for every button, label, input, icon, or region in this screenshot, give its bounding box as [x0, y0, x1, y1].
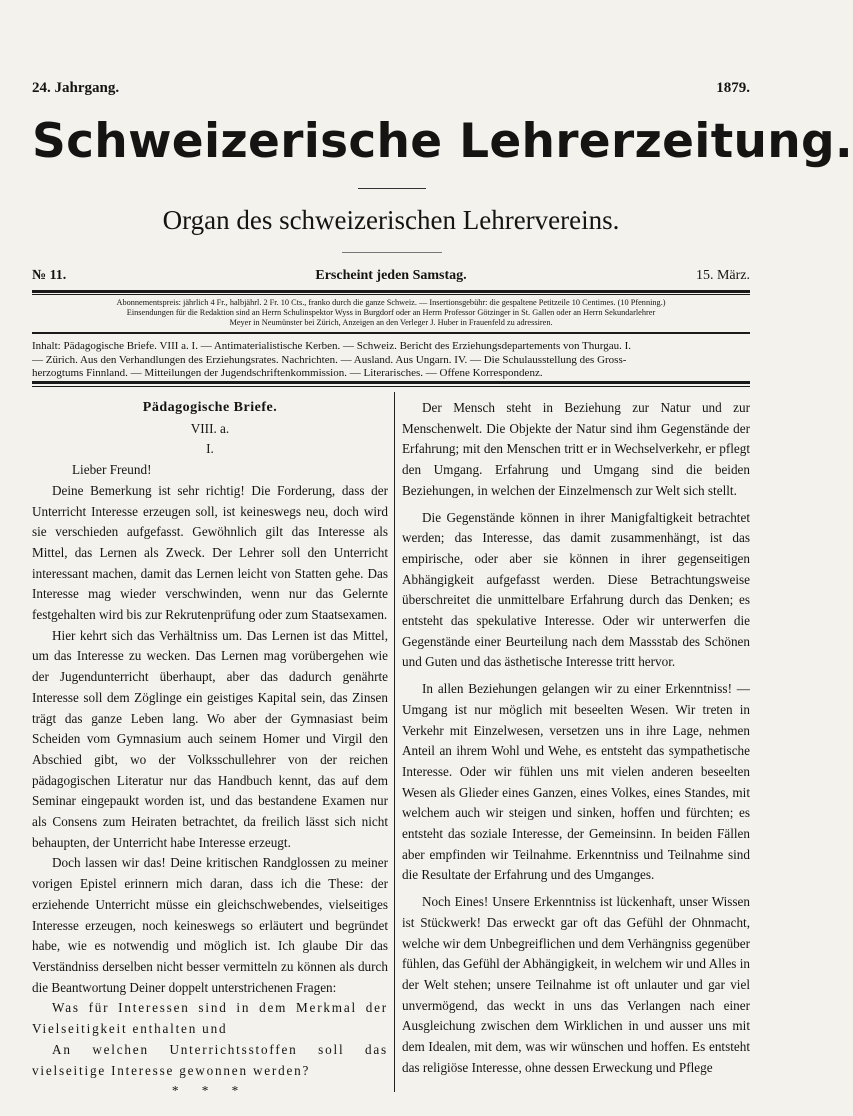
paragraph: Deine Bemerkung ist sehr richtig! Die Forderung, dass der Unterricht Interesse erzeugen soll, ist keineswegs neu, doch wird sie verschieden aufgefasst. Gewöhnlich gilt das Interesse als Mittel, das Lernen als Zweck. Der Lehrer soll den Unterricht interessant machen, damit das Lernen leicht von Statten gehe. Das Interesse mag wieder verschwinden, wenn nur das Gelernte festgehalten wird bis zur Rekrutenprüfung oder zum Staatsexamen. [32, 482, 388, 623]
issue-number: № 11. [32, 268, 67, 283]
subscription-line: Abonnementspreis: jährlich 4 Fr., halbjährl. 2 Fr. 10 Cts., franko durch die ganze Schweiz. — Insertionsgebühr: die gespaltene Petitzeile 10 Centimes. (10 Pfenning.) [116, 298, 666, 307]
paragraph: Hier kehrt sich das Verhältniss um. Das Lernen ist das Mittel, um das Interesse zu wecken. Das Lernen mag vorübergehen wie der Jugendunterricht überhaupt, aber das dadurch genährte Interesse soll dem Zöglinge ein geistiges Kapital sein, das Zinsen trägt das ganze Leben lang. Wo aber der Gymnasiast beim Scheiden vom Gymnasium auch seinem Homer und Virgil den Abschied gibt, wo der Volksschullehrer von der reichen pädagogischen Literatur nur das Handbuch kennt, das auf dem Seminar eingepaukt worden ist, und das bestandene Examen nur als Consens zum Heiraten betrachtet, da freilich lässt sich nicht behaupten, der Unterricht habe Interesse erzeugt. [32, 627, 388, 850]
contents-line: herzogtums Finnland. — Mitteilungen der Jugendschriftenkommission. — Literarisches. — Offene Korrespondenz. [32, 367, 543, 379]
contents-line: Inhalt: Pädagogische Briefe. VIII a. I. — Antimaterialistische Kerben. — Schweiz. Bericht des Erziehungsdepartements von Thurgau. I. [32, 340, 632, 352]
question: Was für Interessen sind in dem Merkmal der Vielseitigkeit enthalten und [32, 1000, 388, 1037]
paragraph: Doch lassen wir das! Deine kritischen Randglossen zu meiner vorigen Epistel erinnern mich daran, dass ich die These: der erziehende Unterricht müsse ein gleichschwebendes, vielseitiges Interesse erzeugen, noch keineswegs so erläutert und begründet habe, wie es notwendig und möglich ist. Ich glaube Dir das Verständniss derselben nicht besser vermitteln zu können als durch die Beantwortung Deiner doppelt unterstrichenen Fragen: [32, 855, 388, 995]
ornament-rule-top [358, 188, 426, 189]
rule-contents-bottom-thin [32, 386, 750, 387]
masthead-subtitle: Organ des schweizerischen Lehrervereins. [162, 205, 620, 235]
paragraph: Der Mensch steht in Beziehung zur Natur und zur Menschenwelt. Die Objekte der Natur sind ihm Gegenstände der Erfahrung; mit den Menschen tritt er in Wechselverkehr, er pflegt den Umgang. Erfahrung und Umgang sind die beiden Beziehungen, in welchen der Einzelmensch zur Welt sich stellt. [402, 400, 750, 498]
rule-contents-top [32, 332, 750, 334]
subscription-line: Meyer in Neumünster bei Zürich, Anzeigen an den Verleger J. Huber in Frauenfeld zu adressiren. [229, 318, 553, 327]
article-column-right [402, 398, 750, 1088]
rule-contents-bottom [32, 381, 750, 384]
table-of-contents [32, 340, 750, 381]
rule-double-top [32, 290, 750, 293]
newspaper-page [32, 0, 853, 1116]
subscription-line: Einsendungen für die Redaktion sind an Herrn Schulinspektor Wyss in Burgdorf oder an Herrn Professor Götzinger in St. Gallen oder an Herrn Sekundarlehrer [126, 308, 656, 317]
article-part: VIII. a. [190, 420, 230, 436]
rule-double-top-thin [32, 294, 750, 295]
volume-label: 24. Jahrgang. [32, 80, 120, 96]
salutation: Lieber Freund! [72, 462, 152, 478]
subscription-info [32, 298, 750, 328]
publication-frequency: Erscheint jeden Samstag. [315, 268, 467, 283]
article-heading: Pädagogische Briefe. [142, 400, 278, 415]
masthead-title: Schweizerische Lehrerzeitung. [32, 114, 853, 169]
asterism: * * * [171, 1083, 249, 1099]
contents-line: — Zürich. Aus den Verhandlungen des Erziehungsrates. Nachrichten. — Ausland. Aus Ungarn. IV. — Die Schulausstellung des Gross- [32, 353, 627, 366]
question: An welchen Unterrichtsstoffen soll das vielseitige Interesse gewonnen werden? [32, 1041, 388, 1078]
paragraph: In allen Beziehungen gelangen wir zu einer Erkenntniss! — Umgang ist nur möglich mit beseelten Wesen. Wir treten in Verkehr mit Einzelwesen, versetzen uns in ihre Lage, nehmen Anteil an ihrem Wohl und Wehe, es entsteht das sympathetische Interesse. Oder wir fühlen uns mit vielen anderen beseelten Wesen als Glieder eines Ganzen, eines Volkes, eines Standes, mit welchem auch wir steigen und sinken, hoffen und fürchten; es entsteht das soziale Interesse, der Gemeinsinn. In beiden Fällen aber empfinden wir Teilnahme. Erkenntniss und Teilnahme sind die Resultate der Erfahrung und des Umganges. [402, 681, 750, 883]
ornament-rule-bottom [342, 252, 442, 253]
paragraph: Noch Eines! Unsere Erkenntniss ist lückenhaft, unser Wissen ist Stückwerk! Das erweckt gar oft das Gefühl der Ohnmacht, welche wir dem Unbegreiflichen und dem Verhängniss gegenüber fühlen, das Gefühl der Abhängigkeit, in welchem wir und Alles in der Welt stehen; unsere Teilnahme ist oft unlauter und gar viel unvermögend, das weckt in uns das Verlangen nach einer Ausgleichung zwischen dem Wirklichen in und ausser uns mit dem Idealen, mit dem, was wir wünschen und hoffen. Es entsteht das religiöse Interesse, ohne dessen Erweckung und Pflege [402, 894, 751, 1075]
year-label: 1879. [716, 80, 750, 96]
column-divider [394, 392, 395, 1092]
article-section: I. [206, 441, 214, 457]
paragraph: Die Gegenstände können in ihrer Manigfaltigkeit betrachtet werden; das Interesse, das damit zusammenhängt, ist das empirische, oder aber sie können in ihrer gegenseitigen Abhängigkeit aufgefasst werden. Diese Betrachtungsweise überschreitet die unmittelbare Erfahrung durch das Denken; es entsteht das spekulative Interesse. Oder wir unterwerfen die Gegenstände einer Beurteilung nach dem Massstab des Schönen und Guten und das ästhetische Interesse tritt hervor. [402, 509, 750, 670]
issue-date: 15. März. [695, 268, 750, 283]
article-column-left [32, 398, 388, 1099]
